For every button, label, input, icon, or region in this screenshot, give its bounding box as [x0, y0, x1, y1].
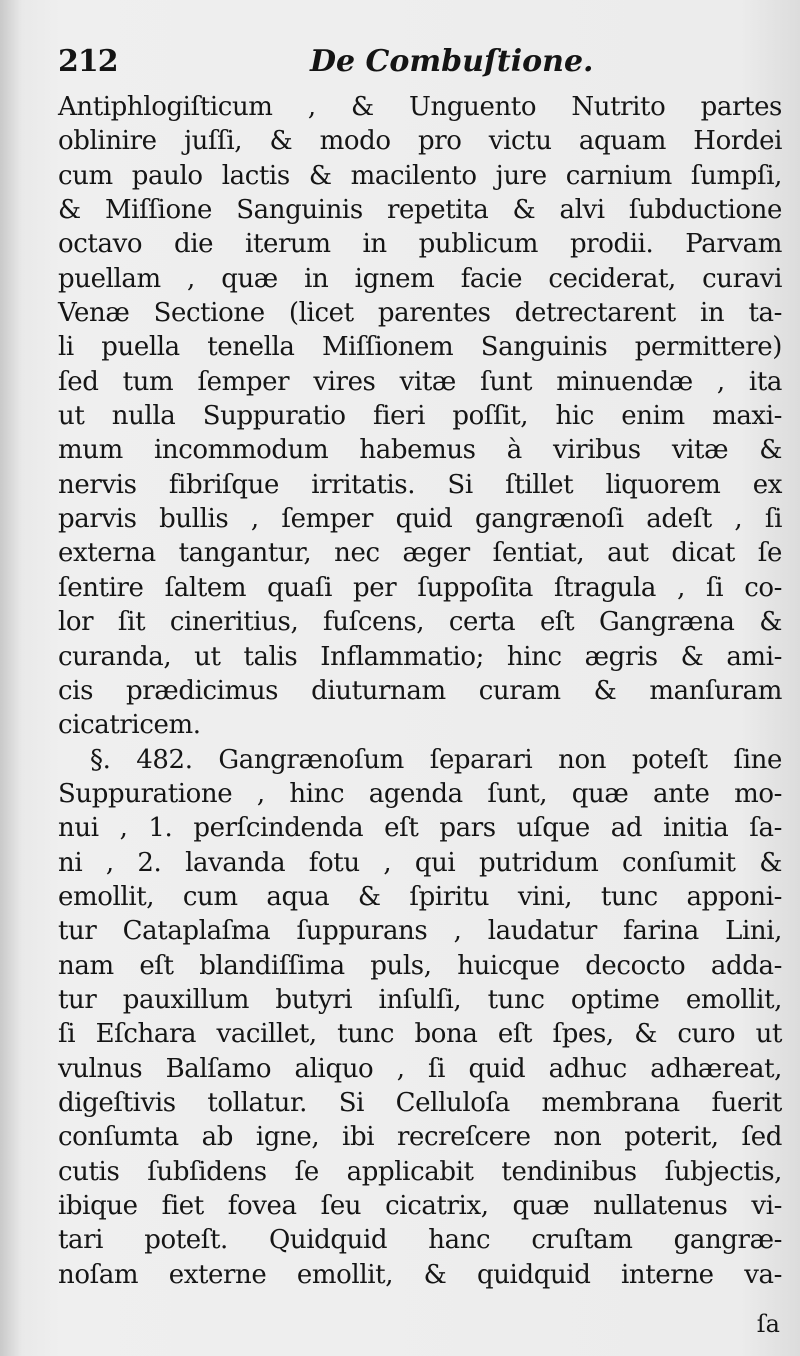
running-title: De Combuſtione. [310, 44, 594, 79]
page-header [58, 44, 758, 94]
text-line: tur pauxillum butyri inſulſi, tunc optime emollit, [58, 984, 782, 1015]
text-line: curanda, ut talis Inflammatio; hinc ægris & ami- [58, 641, 782, 672]
text-line: nui , 1. perſcindenda eſt pars uſque ad initia ſa- [58, 813, 782, 844]
text-line: emollit, cum aqua & ſpiritu vini, tunc apponi- [58, 881, 782, 912]
text-line: lor ſit cineritius, fuſcens, certa eſt Gangræna & [58, 607, 782, 638]
text-line: oblinire juſſi, & modo pro victu aquam Hordei [58, 126, 782, 157]
text-line: & Miſſione Sanguinis repetita & alvi ſubductione [58, 195, 782, 226]
text-line: mum incommodum habemus à viribus vitæ & [58, 435, 782, 466]
text-line: Antiphlogiſticum , & Unguento Nutrito partes [58, 92, 782, 122]
text-line: ſed tum ſemper vires vitæ ſunt minuendæ , ita [58, 366, 782, 397]
text-line: conſumta ab igne, ibi recreſcere non poterit, ſed [58, 1122, 782, 1153]
text-line: vulnus Balſamo aliquo , ſi quid adhuc adhæreat, [58, 1053, 782, 1084]
text-line: ſi Eſchara vacillet, tunc bona eſt ſpes, & curo ut [58, 1019, 782, 1050]
text-line: puellam , quæ in ignem facie ceciderat, curavi [58, 263, 782, 294]
text-line: Venæ Sectione (licet parentes detrectarent in ta- [58, 298, 782, 329]
catchword: ſa [756, 1310, 780, 1338]
text-line: ſentire ſaltem quaſi per ſuppoſita ſtragula , ſi co- [58, 572, 782, 603]
section-heading-line: §. 482. Gangrænoſum ſeparari non poteſt ſine [90, 744, 782, 775]
text-line: tari poteſt. Quidquid hanc cruſtam gangræ- [58, 1225, 782, 1256]
text-line: externa tangantur, nec æger ſentiat, aut dicat ſe [58, 538, 782, 569]
text-line: ni , 2. lavanda fotu , qui putridum conſumit & [58, 847, 782, 878]
text-line: li puella tenella Miſſionem Sanguinis permittere) [58, 332, 782, 363]
text-line: cis prædicimus diuturnam curam & manſuram [58, 675, 782, 706]
text-line: cutis ſubſidens ſe applicabit tendinibus ſubjectis, [58, 1156, 782, 1187]
text-line: ut nulla Suppuratio fieri poſſit, hic enim maxi- [58, 401, 782, 432]
text-line: digeſtivis tollatur. Si Celluloſa membrana fuerit [58, 1087, 782, 1118]
text-line: Suppuratione , hinc agenda ſunt, quæ ante mo- [58, 778, 782, 809]
text-line: cum paulo lactis & macilento jure carnium ſumpſi, [58, 160, 782, 191]
text-line: cicatricem. [58, 710, 201, 741]
text-line: tur Cataplaſma ſuppurans , laudatur farina Lini, [58, 916, 782, 947]
text-line: ibique fiet fovea ſeu cicatrix, quæ nullatenus vi- [58, 1191, 782, 1221]
text-line: octavo die iterum in publicum prodii. Parvam [58, 229, 782, 260]
text-line: parvis bullis , ſemper quid gangrænoſi adeſt , ſi [58, 504, 782, 535]
text-line: noſam externe emollit, & quidquid interne va- [58, 1259, 782, 1290]
page-number: 212 [58, 44, 118, 79]
text-line: nam eſt blandiſſima puls, huicque decocto adda- [58, 950, 782, 981]
text-line: nervis fibriſque irritatis. Si ſtillet liquorem ex [58, 469, 782, 500]
body-text [58, 90, 782, 1292]
